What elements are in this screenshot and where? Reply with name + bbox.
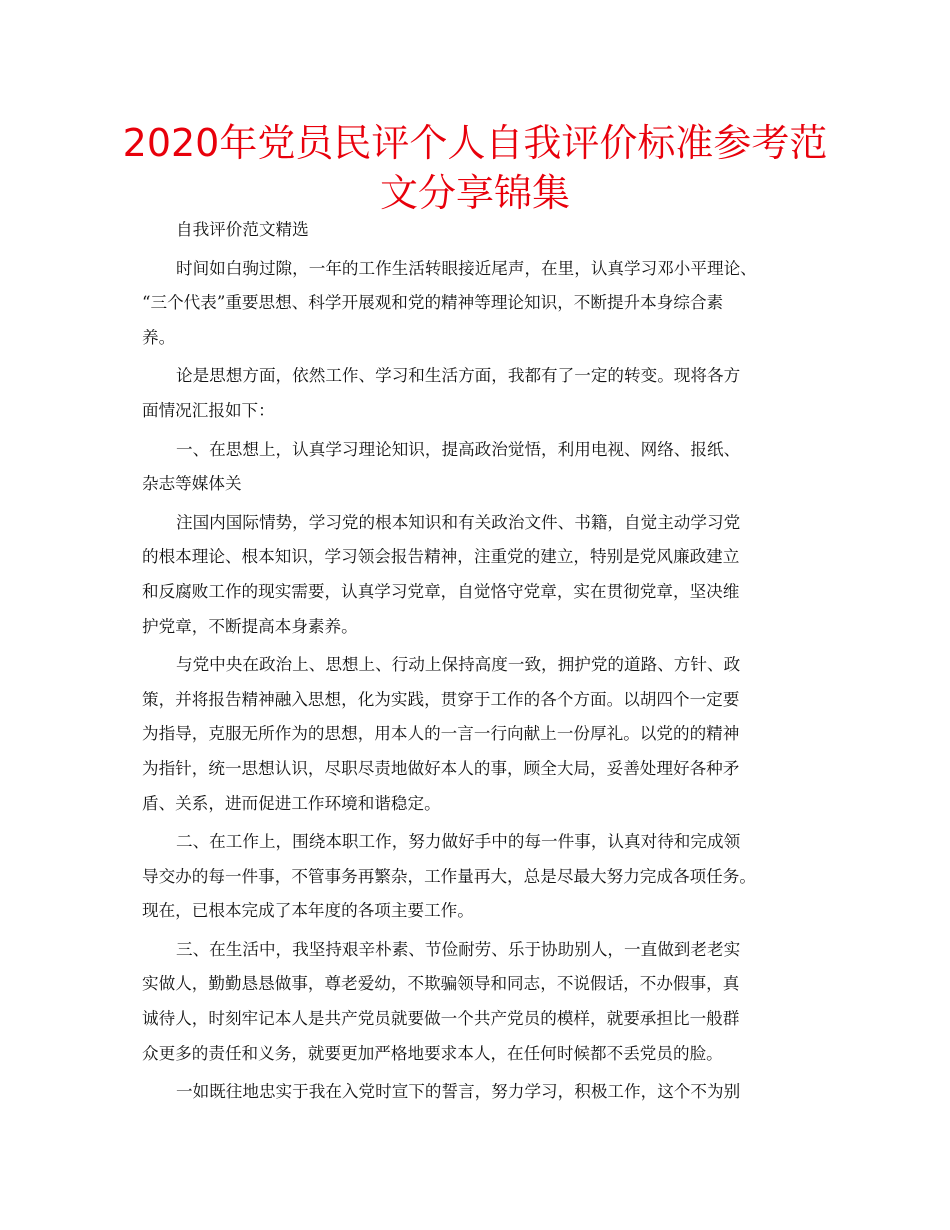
document-title (100, 118, 850, 218)
paragraph-line: 护党章，不断提高本身素养。 (142, 616, 358, 636)
paragraph (142, 933, 832, 1071)
paragraph-line: 面情况汇报如下： (142, 400, 275, 420)
paragraph (142, 213, 832, 248)
paragraph-line: 导交办的每一件事，不管事务再繁杂，工作量再大，总是尽最大努力完成各项任务。 (142, 866, 756, 886)
paragraph-line: 一、在思想上，认真学习理论知识，提高政治觉悟，利用电视、网络、报纸、 (176, 439, 741, 459)
paragraph (142, 825, 832, 929)
paragraph-line: 论是思想方面，依然工作、学习和生活方面，我都有了一定的转变。现将各方 (176, 366, 741, 386)
paragraph-line: 一如既往地忠实于我在入党时宣下的誓言，努力学习，积极工作，这个不为别 (176, 1082, 741, 1102)
paragraph-line: 和反腐败工作的现实需要，认真学习党章，自觉恪守党章，实在贯彻党章，坚决维 (142, 581, 740, 601)
paragraph-line: 二、在工作上，围绕本职工作，努力做好手中的每一件事，认真对待和完成领 (176, 832, 741, 852)
paragraph-line: 实做人，勤勤恳恳做事，尊老爱幼，不欺骗领导和同志，不说假话，不办假事，真 (142, 974, 740, 994)
document-body (142, 213, 832, 1110)
paragraph-line: 诚待人，时刻牢记本人是共产党员就要做一个共产党员的模样，就要承担比一般群 (142, 1009, 740, 1029)
paragraph-line: 杂志等媒体关 (142, 474, 242, 494)
paragraph-line: 为指导，克服无所作为的思想，用本人的一言一行向献上一份厚礼。以党的的精神 (142, 724, 740, 744)
paragraph-line: 众更多的责任和义务，就要更加严格地要求本人，在任何时候都不丢党员的脸。 (142, 1043, 723, 1063)
paragraph-line: 注国内国际情势，学习党的根本知识和有关政治文件、书籍，自觉主动学习党 (176, 512, 741, 532)
title-line-1: 2020年党员民评个人自我评价标准参考范 (122, 121, 828, 165)
paragraph (142, 359, 832, 428)
paragraph-line: 现在，已根本完成了本年度的各项主要工作。 (142, 901, 474, 921)
paragraph-line: 为指针，统一思想认识，尽职尽责地做好本人的事，顾全大局，妥善处理好各种矛 (142, 758, 740, 778)
paragraph (142, 252, 832, 356)
paragraph-line: 盾、关系，进而促进工作环境和谐稳定。 (142, 793, 441, 813)
paragraph-line: 与党中央在政治上、思想上、行动上保持高度一致，拥护党的道路、方针、政 (176, 655, 741, 675)
paragraph (142, 648, 832, 821)
paragraph (142, 506, 832, 644)
paragraph-line: 养。 (142, 327, 176, 347)
paragraph-line: 时间如白驹过隙，一年的工作生活转眼接近尾声，在里，认真学习邓小平理论、 (176, 258, 757, 278)
paragraph-line: 的根本理论、根本知识，学习领会报告精神，注重党的建立，特别是党风廉政建立 (142, 547, 740, 567)
paragraph-line: “三个代表”重要思想、科学开展观和党的精神等理论知识，不断提升本身综合素 (142, 293, 724, 313)
paragraph (142, 1075, 832, 1110)
paragraph-line: 自我评价范文精选 (176, 220, 309, 239)
paragraph (142, 433, 832, 502)
paragraph-line: 策，并将报告精神融入思想，化为实践，贯穿于工作的各个方面。以胡四个一定要 (142, 689, 740, 709)
paragraph-line: 三、在生活中，我坚持艰辛朴素、节俭耐劳、乐于协助别人，一直做到老老实 (176, 939, 741, 959)
title-line-2: 文分享锦集 (379, 171, 570, 215)
